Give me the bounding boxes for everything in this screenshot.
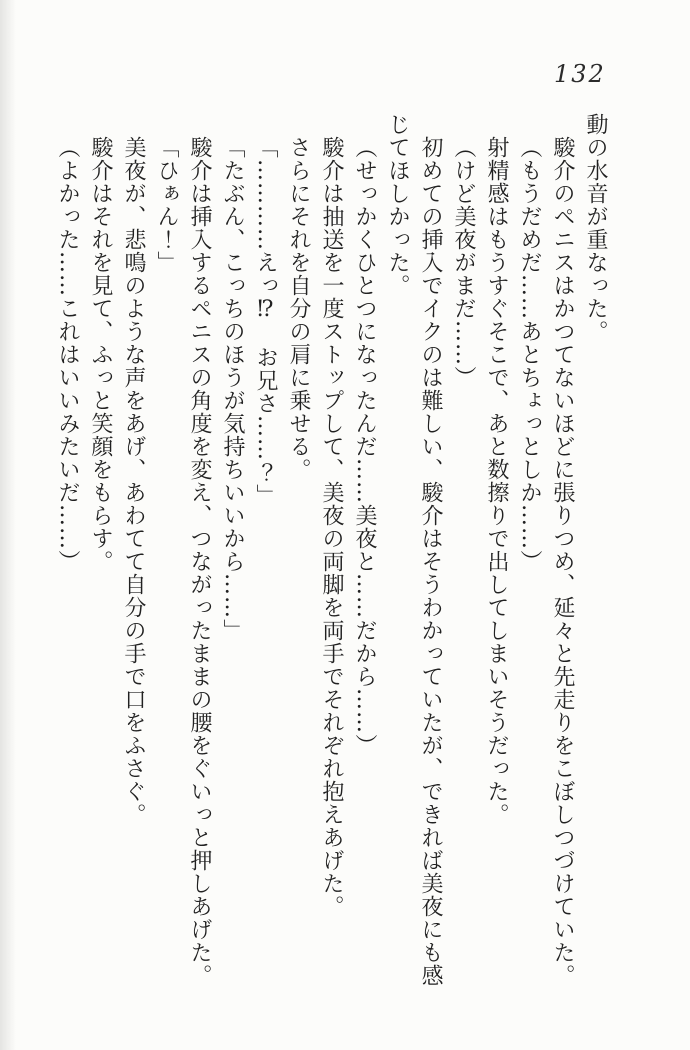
text-line: 駿介は抽送を一度ストップして、美夜の両脚を両手でそれぞれ抱えあげた。 bbox=[319, 136, 344, 918]
text-line: 駿介は挿入するペニスの角度を変え、つながったままの腰をぐいっと押しあげた。 bbox=[187, 136, 212, 987]
text-line: 美夜が、悲鳴のような声をあげ、あわてて自分の手で口をふさぐ。 bbox=[121, 136, 146, 826]
text-line: 初めての挿入でイクのは難しい、駿介はそうわかっていたが、できれば美夜にも感 bbox=[418, 136, 443, 987]
text-line: （せっかくひとつになったんだ……美夜と……だから……） bbox=[352, 136, 377, 757]
text-line: （よかった……これはいいみたいだ……） bbox=[55, 136, 80, 573]
text-line: 「…………えっ⁉ お兄さ……？」 bbox=[253, 136, 278, 507]
page-number: 132 bbox=[554, 60, 606, 88]
text-line: 射精感はもうすぐそこで、あと数擦りで出してしまいそうだった。 bbox=[484, 136, 509, 826]
text-line: （もうだめだ……あとちょっとしか……） bbox=[517, 136, 542, 573]
text-line: 動の水音が重なった。 bbox=[583, 113, 608, 343]
text-block bbox=[51, 113, 612, 993]
text-line: 「ひぁん！」 bbox=[154, 136, 179, 274]
text-line: さらにそれを自分の肩に乗せる。 bbox=[286, 136, 311, 481]
text-line: じてほしかった。 bbox=[385, 113, 410, 297]
text-line: 「たぶん、こっちのほうが気持ちいいから……」 bbox=[220, 136, 245, 642]
text-line: （けど美夜がまだ……） bbox=[451, 136, 476, 389]
page-edge-shading bbox=[0, 0, 16, 1050]
text-line: 駿介のペニスはかつてないほどに張りつめ、延々と先走りをこぼしつづけていた。 bbox=[550, 136, 575, 987]
text-line: 駿介はそれを見て、ふっと笑顔をもらす。 bbox=[88, 136, 113, 573]
